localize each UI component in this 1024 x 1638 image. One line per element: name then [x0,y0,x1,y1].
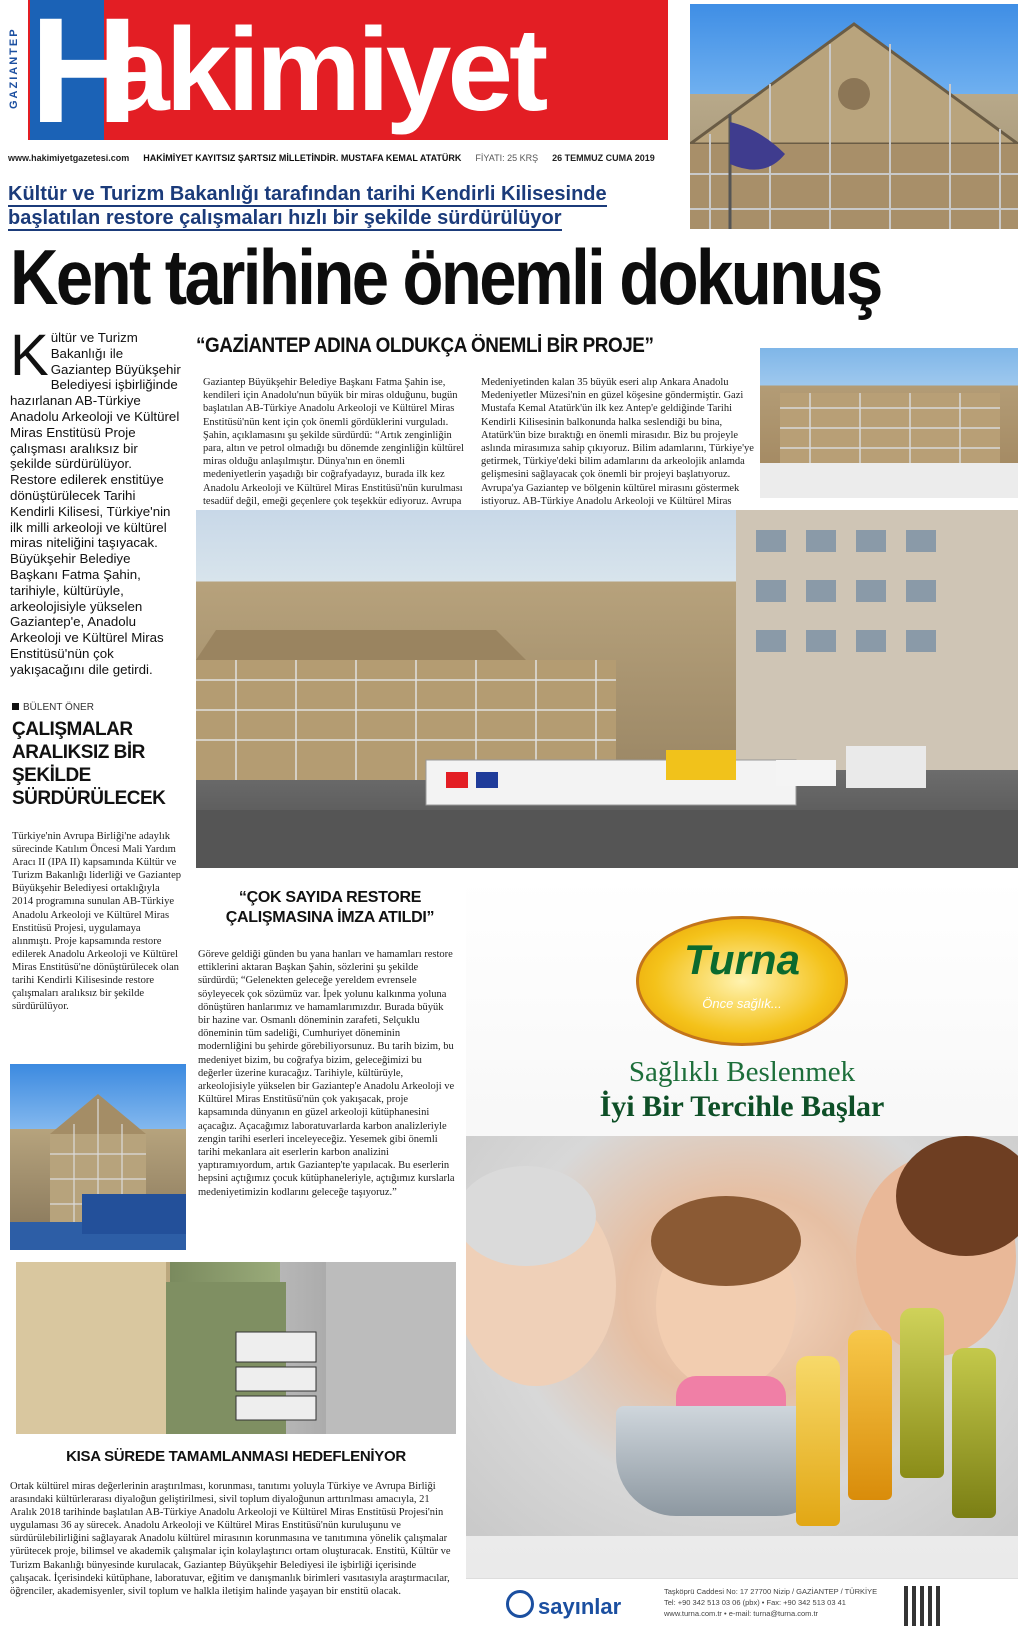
turna-slogan: Önce sağlık... [702,996,782,1011]
kicker-line-2: başlatılan restore çalışmaları hızlı bir şekilde sürdürülüyor [8,207,562,229]
issue-date: 26 TEMMUZ CUMA 2019 [552,153,655,163]
website-link[interactable]: www.hakimiyetgazetesi.com [8,153,130,163]
body-column-c: Göreve geldiği günden bu yana hanları ve hamamları restore ettiklerini aktaran Başkan Şahin, sözlerini şu şekilde sürdürdü; “Gelenekten geleceğe yereldem evrensele söyleyecek çok sözümüz var. İpek yolunu kalkınma yoluna dönüştüren hanlarımız ve hamamlarımızdır. Burada büyük bir hazine var. Osmanlı döneminin zarafeti, Selçuklu döneminin tüm sadeliği, Cumhuriyet döneminin modernliğini bu şehirde görebiliyorsunuz. Bu tarih bizim, bu medeniyet bizim, bu coğrafya bizim, geleceğimizi bu değerler üzerine kuracağız. Tarihiyle, kültürüyle, arkeolojisiyle yükselen bir Gaziantep'e Anadolu Arkeoloji ve Kültürel Miras Enstitüsü'nün çok yakışacak, proje kapsamında dünyanın en güzel arkeoloji kütüphanesini açacağız. Açacağımız laboratuvarlarda karbon analizleriyle zengin tarihi eserleri inceleyeceğiz. Yesemek gibi önemli tarihi mekanlara ait eserlerin karbon analizini yaptıramıyordum, artık Gaziantep'te yapılacak. Bu eserlerin hepsini açtığımız çocuk kütüphaneleriyle, açtığımız kurslarla medeniyetimizin kodlarını geleceğe taşıyoruz.” [198,949,455,1198]
church-tower-photo [10,1064,186,1250]
ad-headline-2: İyi Bir Tercihle Başlar [599,1090,885,1123]
turna-advertisement[interactable] [466,878,1018,1634]
ad-phone-line: Tel: +90 342 513 03 06 (pbx) • Fax: +90 342 513 03 41 [664,1598,846,1607]
drop-cap: K [10,323,49,388]
price-label: FİYATI: 25 KRŞ [475,153,539,163]
turna-brand-logo: Turna [684,936,800,983]
motto-text: HAKİMİYET KAYITSIZ ŞARTSIZ MİLLETİNDİR. [143,153,339,163]
oil-bottle-3 [900,1308,944,1478]
bottom-body-text: Ortak kültürel miras değerlerinin araştırılması, korunması, tanıtımı yoluyla Türkiye ve Avrupa Birliği arasındaki kültürlerarası diyaloğun geliştirilmesi, sivil toplum diyaloğunun arttırılması amacıyla, 21 Aralık 2018 tarihinde başlatılan AB-Türkiye Anadolu Arkeoloji ve Kültürel Miras Enstitüsü Projesi'nin uygulaması 36 ay sürecek. Anadolu Arkeoloji ve Kültürel Miras Enstitüsü'nün kuruluşunu ve sürdürülebilirliğini sağlayarak Anadolu kültürel mirasının korunmasına ve tanıtımına yönelik çalışmalar yürütecek proje, bilimsel ve akademik çalışmalar için kolaylaştırıcı ortam oluşturacak. Enstitü, Kültür ve Turizm Bakanlığı bünyesinde kurulacak, Gaziantep Büyükşehir Belediyesi ile işbirliği içerisinde çalışacak. İçerisindeki kütüphane, laboratuvar, eğitim ve danışmanlık birimleri vasıtasıyla araştırmacılar, öğrenciler, akademisyenler, sivil toplum ve halkla iletişim halinde yaşayan bir enstitü olacak. [10,1481,451,1597]
church-tower-illustration [10,1064,186,1250]
ad-contact-info [664,1586,894,1619]
pull-quote-heading: “GAZİANTEP ADINA OLDUKÇA ÖNEMLİ BİR PROJE” [196,334,654,357]
motto-attribution: MUSTAFA KEMAL ATATÜRK [340,153,462,163]
street-scene-illustration [196,510,1018,868]
church-scaffold-photo-small [760,348,1018,498]
body-column-a: Gaziantep Büyükşehir Belediye Başkanı Fatma Şahin ise, kendileri için Anadolu'nun büyük bir miras olduğunu, bugün başlatılan AB-Türkiye Anadolu Arkeoloji ve Kültürel Miras Enstitüsü'nün kent için çok önemli gördüklerini vurguladı. Şahin, açıklamasını şu şekilde sürdürdü: “Artık zenginliğin para, altın ve petrol olmadığı bu dönemde zenginliğin kültürel miras olduğu anlaşılmıştır. Dünya'nın en önemli medeniyetlerin yaşadığı bir coğrafyadayız, burada ilk kez Anadolu Arkeoloji ve Kültürel Miras Enstitüsü'nün kurulması tesadüf değil, emeği geçenlere çok teşekkür ediyoruz. Avrupa [203,377,464,507]
oil-bottle-2 [848,1330,892,1500]
sayinlar-logo: sayınlar [506,1590,621,1620]
kicker-line-1: Kültür ve Turizm Bakanlığı tarafından tarihi Kendirli Kilisesinde [8,183,607,205]
lead-paragraph [10,323,182,678]
scaffold-illustration-small [760,348,1018,498]
main-headline: Kent tarihine önemli dokunuş [10,233,881,321]
article-kicker [8,182,670,230]
masthead-city-label: GAZIANTEP [8,4,26,132]
left-body-text: Türkiye'nin Avrupa Birliği'ne adaylık sürecinde Katılım Öncesi Mali Yardım Aracı II (IPA II) kapsamında Kültür ve Turizm Bakanlığı liderliği ve Gaziantep Büyükşehir Belediyesi ortaklığıyla 2014 programına sunulan AB-Türkiye Anadolu Arkeoloji ve Kültürel Miras Enstitüsü Projesi, uygulamaya alınmıştı. Proje kapsamında restore edilerek Anadolu Arkeoloji ve Kültürel Miras Enstitüsü'ne dönüştürülecek olan tarihi Kendirli Kilisesinde restore çalışmaları aralıksız bir şekilde sürdürülüyor. [12,831,182,1013]
church-facade-photo [690,4,1018,229]
church-facade-illustration [690,4,1018,229]
lead-text: ültür ve Turizm Bakanlığı ile Gaziantep Büyükşehir Belediyesi işbirliğinde hazırlanan AB-Türkiye Anadolu Arkeoloji ve Kültürel Miras Enstitüsü Proje çalışması aralıksız bir şekilde sürdürülüyor. Restore edilerek enstitüye dönüştürülecek Tarihi Kendirli Kilisesi, Türkiye'nin ilk milli arkeoloji ve kültürel miras niteliğini taşıyacak. Büyükşehir Belediye Başkanı Fatma Şahin, tarihiyle, kültürüyle, arkeolojisiyle yükselen Gaziantep'e, Anadolu Arkeoloji ve Kültürel Miras Enstitüsü'nün çok yakışacağını dile getirdi. [10,330,181,677]
church-scaffold-street-photo [196,510,1018,868]
church-side-illustration [16,1262,456,1434]
masthead-motto [143,153,461,163]
subheading-left: ÇALIŞMALAR ARALIKSIZ BİR ŞEKİLDE SÜRDÜRÜLECEK [12,719,166,809]
ad-address-line: Taşköprü Caddesi No: 17 27700 Nizip / GAZİANTEP / TÜRKİYE [664,1587,878,1596]
oil-bottle-1 [796,1356,840,1526]
masthead-info-bar [8,146,668,170]
subheading-bottom: KISA SÜREDE TAMAMLANMASI HEDEFLENİYOR [66,1448,406,1465]
masthead-logo-h: H [30,0,139,154]
pull-quote-heading-2: “ÇOK SAYIDA RESTORE ÇALIŞMASINA İMZA ATILDI” [225,889,435,926]
oil-bottle-4 [952,1348,996,1518]
ad-web-line[interactable]: www.turna.com.tr • e-mail: turna@turna.com.tr [664,1609,819,1618]
byline: BÜLENT ÖNER [12,702,182,713]
body-column-b: Medeniyetinden kalan 35 büyük eseri alıp Ankara Anadolu Medeniyetler Müzesi'nin en güzel köşesine göndermiştir. Gazi Mustafa Kemal Atatürk'ün ilk kez Antep'e geldiğinde Tarihi Kendirli Kilisesinin balkonunda halka seslendiği bu bina, Atatürk'ün bize bıraktığı en önemli mirasıdır. Biz bu projeyle aslında mirasımıza sahip çıkıyoruz. Bilim adamlarını, Türkiye'ye getirmek, Türkiye'deki bilim adamlarını da arkeolojik anlamda gelişmesini sağlayacak çok önemli bir projeyi başlatıyoruz. Avrupa'ya Gaziantep ve bölgenin kültürel mirasını göstermek istiyoruz. AB-Türkiye Anadolu Arkeoloji ve Kültürel Miras [481,377,754,507]
ad-headline-1: Sağlıklı Beslenmek [628,1056,856,1088]
masthead-logo-text: akimiyet [104,4,545,136]
qr-code-icon[interactable] [904,1586,944,1626]
church-side-street-photo [16,1262,456,1434]
